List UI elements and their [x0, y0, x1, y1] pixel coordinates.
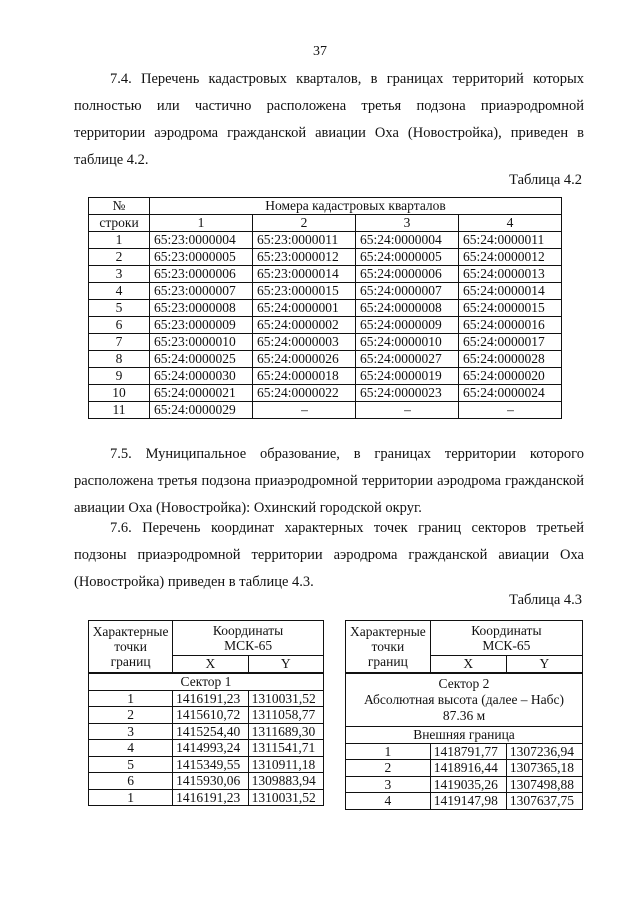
cadastral-block-cell: 65:24:0000010 [356, 334, 459, 351]
point-number: 1 [89, 690, 173, 707]
coord-x: 1416191,23 [173, 789, 248, 806]
cadastral-block-cell: 65:24:0000025 [150, 351, 253, 368]
coord-x: 1419035,26 [430, 776, 506, 793]
row-number: 2 [89, 249, 150, 266]
row-number: 9 [89, 368, 150, 385]
table-row [89, 232, 562, 249]
cadastral-block-cell: 65:24:0000024 [459, 385, 562, 402]
cadastral-block-cell: 65:24:0000007 [356, 283, 459, 300]
table-row [89, 368, 562, 385]
cadastral-block-cell: 65:24:0000028 [459, 351, 562, 368]
table-4-2-body [89, 232, 562, 419]
paragraph-7-4 [74, 66, 584, 174]
cadastral-block-cell: 65:24:0000014 [459, 283, 562, 300]
table-row [89, 300, 562, 317]
header-x: X [173, 656, 248, 673]
header-points [346, 621, 431, 674]
coord-y: 1311689,30 [248, 723, 323, 740]
point-number: 2 [89, 707, 173, 724]
header-points-line: Характерные [349, 624, 426, 639]
coord-x: 1418791,77 [430, 743, 506, 760]
header-points-line: точки [371, 639, 405, 654]
paragraph-line: 7.5. Муниципальное образование, в границах территории которого [110, 446, 584, 462]
point-number: 3 [89, 723, 173, 740]
cadastral-block-cell: 65:24:0000030 [150, 368, 253, 385]
header-points-line: Характерные [92, 624, 169, 639]
coord-x: 1414993,24 [173, 740, 248, 757]
coord-x: 1415610,72 [173, 707, 248, 724]
table-row [346, 760, 583, 777]
table-row [89, 723, 324, 740]
paragraph-line: авиации Оха (Новостройка): Охинский городской округ. [74, 500, 422, 516]
cadastral-block-cell: 65:24:0000012 [459, 249, 562, 266]
table-row [89, 249, 562, 266]
coord-y: 1309883,94 [248, 773, 323, 790]
header-coords-line: МСК-65 [482, 638, 531, 654]
column-header: 2 [253, 215, 356, 232]
cadastral-block-cell: 65:24:0000005 [356, 249, 459, 266]
paragraph-line: таблице 4.2. [74, 152, 149, 168]
cadastral-block-cell: 65:23:0000009 [150, 317, 253, 334]
cadastral-block-cell: 65:23:0000005 [150, 249, 253, 266]
table-4-3-left [88, 620, 324, 806]
paragraph-line: 7.4. Перечень кадастровых кварталов, в границах территорий которых [110, 71, 584, 87]
cadastral-block-cell: 65:23:0000015 [253, 283, 356, 300]
cadastral-block-cell: 65:24:0000016 [459, 317, 562, 334]
cadastral-block-cell: 65:24:0000029 [150, 402, 253, 419]
cadastral-block-cell: 65:24:0000015 [459, 300, 562, 317]
sector-label: Сектор 2 [438, 676, 490, 691]
column-header: 4 [459, 215, 562, 232]
table-row [89, 789, 324, 806]
header-coords [173, 621, 324, 656]
cadastral-block-cell: 65:24:0000001 [253, 300, 356, 317]
header-no: № [89, 198, 150, 215]
sector-label: Сектор 1 [89, 673, 324, 690]
table-row [89, 690, 324, 707]
header-points-line: границ [367, 654, 408, 669]
paragraph-line: полностью или частично расположена третья подзона приаэродромной [74, 98, 584, 114]
paragraph-line: расположена третья подзона приаэродромной территории аэродрома гражданской [74, 473, 584, 489]
coord-y: 1311058,77 [248, 707, 323, 724]
cadastral-block-cell: 65:24:0000020 [459, 368, 562, 385]
header-points-line: границ [110, 654, 151, 669]
paragraph-line: территории аэродрома гражданской авиации Оха (Новостройка), приведен в [74, 125, 584, 141]
table-row [89, 402, 562, 419]
header-coords-line: Координаты [212, 623, 284, 639]
cadastral-block-cell: 65:24:0000011 [459, 232, 562, 249]
cadastral-block-cell: 65:23:0000011 [253, 232, 356, 249]
column-header: 3 [356, 215, 459, 232]
header-coords-line: Координаты [471, 623, 542, 639]
paragraph-line: (Новостройка) приведен в таблице 4.3. [74, 574, 314, 590]
coord-x: 1415349,55 [173, 756, 248, 773]
point-number: 5 [89, 756, 173, 773]
coord-y: 1307498,88 [506, 776, 582, 793]
table-row [89, 266, 562, 283]
point-number: 1 [89, 789, 173, 806]
row-number: 6 [89, 317, 150, 334]
coord-y: 1307637,75 [506, 793, 582, 810]
paragraph-line: 7.6. Перечень координат характерных точек границ секторов третьей [110, 520, 584, 536]
cadastral-block-cell: 65:24:0000026 [253, 351, 356, 368]
coord-y: 1310031,52 [248, 690, 323, 707]
boundary-label: Внешняя граница [346, 727, 583, 744]
cadastral-block-cell: 65:23:0000004 [150, 232, 253, 249]
table-4-2-caption: Таблица 4.2 [509, 172, 582, 188]
header-x: X [430, 656, 506, 673]
cadastral-block-cell: 65:24:0000022 [253, 385, 356, 402]
header-y: Y [506, 656, 582, 673]
row-number: 11 [89, 402, 150, 419]
row-number: 1 [89, 232, 150, 249]
table-row [89, 283, 562, 300]
coord-y: 1311541,71 [248, 740, 323, 757]
cadastral-block-cell: 65:24:0000003 [253, 334, 356, 351]
table-row [89, 317, 562, 334]
cadastral-block-cell: – [356, 402, 459, 419]
cadastral-block-cell: 65:24:0000019 [356, 368, 459, 385]
column-header: 1 [150, 215, 253, 232]
point-number: 1 [346, 743, 431, 760]
cadastral-block-cell: 65:24:0000006 [356, 266, 459, 283]
table-row [89, 756, 324, 773]
header-points-line: точки [114, 639, 147, 654]
table-row [346, 793, 583, 810]
row-number: 7 [89, 334, 150, 351]
cadastral-block-cell: 65:24:0000027 [356, 351, 459, 368]
header-coords [430, 621, 582, 656]
point-number: 6 [89, 773, 173, 790]
cadastral-block-cell: 65:24:0000009 [356, 317, 459, 334]
altitude-label: Абсолютная высота (далее – Набс) [363, 692, 565, 707]
cadastral-block-cell: 65:24:0000002 [253, 317, 356, 334]
cadastral-block-cell: 65:23:0000008 [150, 300, 253, 317]
coord-x: 1415930,06 [173, 773, 248, 790]
cadastral-block-cell: 65:24:0000017 [459, 334, 562, 351]
table-row [89, 351, 562, 368]
paragraph-line: подзоны приаэродромной территории аэродрома гражданской авиации Оха [74, 547, 584, 563]
coord-x: 1415254,40 [173, 723, 248, 740]
cadastral-block-cell: 65:24:0000004 [356, 232, 459, 249]
cadastral-block-cell: 65:24:0000008 [356, 300, 459, 317]
table-4-3-caption: Таблица 4.3 [509, 592, 582, 608]
coord-y: 1310031,52 [248, 789, 323, 806]
sector-block [346, 673, 583, 727]
point-number: 3 [346, 776, 431, 793]
cadastral-block-cell: 65:23:0000012 [253, 249, 356, 266]
table-row [89, 740, 324, 757]
page-number: 37 [313, 44, 327, 59]
coord-x: 1416191,23 [173, 690, 248, 707]
header-coords-line: МСК-65 [224, 638, 273, 654]
cadastral-block-cell: 65:23:0000014 [253, 266, 356, 283]
table-4-2 [88, 197, 562, 419]
cadastral-block-cell: 65:24:0000013 [459, 266, 562, 283]
row-number: 3 [89, 266, 150, 283]
header-rows: строки [89, 215, 150, 232]
cadastral-block-cell: 65:24:0000023 [356, 385, 459, 402]
table-row [89, 385, 562, 402]
paragraph-7-6 [74, 515, 584, 596]
row-number: 4 [89, 283, 150, 300]
header-y: Y [248, 656, 323, 673]
point-number: 4 [89, 740, 173, 757]
row-number: 5 [89, 300, 150, 317]
cadastral-block-cell: – [459, 402, 562, 419]
table-row [89, 707, 324, 724]
cadastral-block-cell: 65:23:0000006 [150, 266, 253, 283]
header-group: Номера кадастровых кварталов [150, 198, 562, 215]
table-row [89, 334, 562, 351]
coord-y: 1310911,18 [248, 756, 323, 773]
coord-x: 1419147,98 [430, 793, 506, 810]
coord-y: 1307236,94 [506, 743, 582, 760]
table-row [346, 743, 583, 760]
row-number: 8 [89, 351, 150, 368]
paragraph-7-5 [74, 441, 584, 522]
header-points [89, 621, 173, 674]
cadastral-block-cell: 65:23:0000010 [150, 334, 253, 351]
coord-x: 1418916,44 [430, 760, 506, 777]
table-4-3-right-body [346, 743, 583, 809]
coord-y: 1307365,18 [506, 760, 582, 777]
table-4-3-right [345, 620, 583, 810]
cadastral-block-cell: 65:24:0000018 [253, 368, 356, 385]
cadastral-block-cell: 65:24:0000021 [150, 385, 253, 402]
table-4-3-left-body [89, 690, 324, 806]
altitude-value: 87.36 м [442, 708, 486, 723]
cadastral-block-cell: 65:23:0000007 [150, 283, 253, 300]
table-row [346, 776, 583, 793]
cadastral-block-cell: – [253, 402, 356, 419]
point-number: 2 [346, 760, 431, 777]
point-number: 4 [346, 793, 431, 810]
row-number: 10 [89, 385, 150, 402]
table-row [89, 773, 324, 790]
